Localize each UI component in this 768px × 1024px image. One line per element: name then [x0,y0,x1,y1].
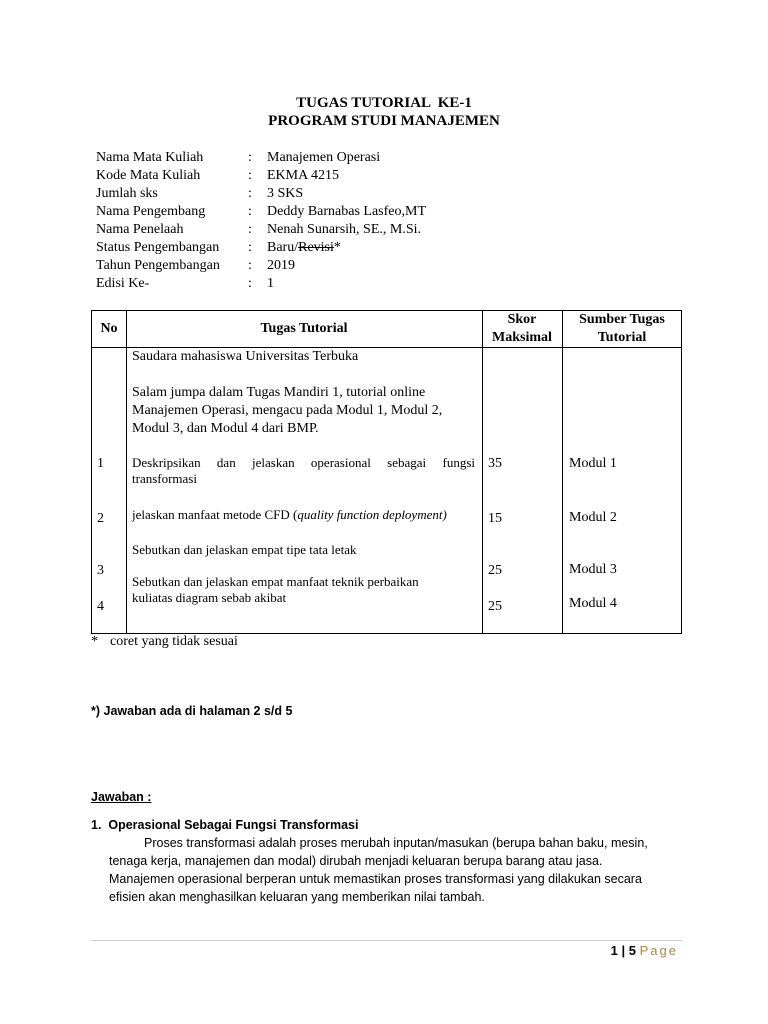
row-task [132,455,475,487]
row-no: 1 [97,456,104,471]
document-title: TUGAS TUTORIAL KE-1 [296,95,472,111]
info-label: Kode Mata Kuliah [96,168,201,183]
info-label: Jumlah sks [96,186,158,201]
info-colon: : [248,276,252,291]
footnote-text: coret yang tidak sesuai [110,634,238,649]
info-colon: : [248,168,252,183]
row-task: Sebutkan dan jelaskan empat tipe tata letak [132,542,357,557]
header-sumber-tugas [562,311,682,347]
jawaban-heading: Jawaban : [91,790,152,804]
info-value: Deddy Barnabas Lasfeo,MT [267,204,427,219]
row-sumber: Modul 2 [569,510,617,525]
footer-rule [91,940,682,941]
info-value: 3 SKS [267,186,304,201]
row-task [132,574,419,606]
row-no: 3 [97,563,104,578]
status-revisi-struck: Revisi [298,240,334,255]
info-value: Nenah Sunarsih, SE., M.Si. [267,222,421,237]
row-task-line: transformasi [132,471,197,486]
page-total: 5 [628,943,636,958]
document-subtitle: PROGRAM STUDI MANAJEMEN [268,113,500,129]
intro-line: Manajemen Operasi, mengacu pada Modul 1, Modul 2, [132,403,443,418]
page-word: Page [639,943,678,958]
footnote-asterisk: * [91,634,98,649]
paragraph-line: Manajemen operasional berperan untuk memastikan proses transformasi yang dilakukan secara [109,872,642,886]
footnote [91,634,238,650]
info-colon: : [248,240,252,255]
row-task [132,507,447,523]
info-label: Tahun Pengembangan [96,258,220,273]
info-colon: : [248,186,252,201]
info-label: Nama Penelaah [96,222,184,237]
info-label: Status Pengembangan [96,240,220,255]
info-value: EKMA 4215 [267,168,339,183]
info-label: Nama Pengembang [96,204,206,219]
info-colon: : [248,204,252,219]
info-colon: : [248,150,252,165]
intro-line: Salam jumpa dalam Tugas Mandiri 1, tutorial online [132,385,426,400]
row-task-line: kuliatas diagram sebab akibat [132,590,287,605]
row-sumber: Modul 3 [569,562,617,577]
info-colon: : [248,222,252,237]
row-skor: 25 [488,563,502,578]
intro-line: Modul 3, dan Modul 4 dari BMP. [132,421,319,436]
header-no: No [100,321,118,336]
column-divider [482,311,483,633]
paragraph-line: Proses transformasi adalah proses merubah inputan/masukan (berupa bahan baku, mesin, [144,836,648,850]
paragraph-line: efisien akan menghasilkan keluaran yang memberikan nilai tambah. [109,890,485,904]
tugas-table [91,310,682,634]
paragraph-line: tenaga kerja, manajemen dan modal) dirubah menjadi keluaran berupa barang atau jasa. [109,854,603,868]
row-skor: 35 [488,456,502,471]
header-sumber-line1: Sumber Tugas [579,312,665,327]
column-divider [126,311,127,633]
row-sumber: Modul 4 [569,596,617,611]
info-label: Nama Mata Kuliah [96,150,204,165]
info-label: Edisi Ke- [96,276,150,291]
row-task-text: jelaskan manfaat metode CFD ( [132,507,298,522]
info-value: 2019 [267,258,295,273]
header-tugas-tutorial: Tugas Tutorial [260,321,348,336]
header-skor-line1: Skor [507,312,537,327]
row-skor: 15 [488,511,502,526]
intro-greeting: Saudara mahasiswa Universitas Terbuka [132,349,359,364]
row-no: 2 [97,511,104,526]
status-asterisk: * [333,240,341,255]
row-task-line: Deskripsikan dan jelaskan operasional sebagai fungsi [132,455,475,470]
column-divider [562,311,563,633]
status-baru: Baru/ [267,240,299,255]
section-title: 1. Operasional Sebagai Fungsi Transformasi [91,818,359,832]
answer-location-note: *) Jawaban ada di halaman 2 s/d 5 [91,704,293,718]
header-sumber-line2: Tutorial [597,330,647,345]
row-no: 4 [97,599,104,614]
page-current: 1 [610,943,618,958]
row-sumber: Modul 1 [569,456,617,471]
header-skor-maksimal [482,311,562,347]
info-value: 1 [267,276,274,291]
row-skor: 25 [488,599,502,614]
info-value: Manajemen Operasi [267,150,381,165]
page-separator: | [621,943,626,958]
header-skor-line2: Maksimal [492,330,552,345]
page-number [611,943,678,958]
row-task-italic: quality function deployment) [297,507,447,522]
info-value [267,239,341,257]
row-task-line: Sebutkan dan jelaskan empat manfaat teknik perbaikan [132,574,419,589]
info-colon: : [248,258,252,273]
